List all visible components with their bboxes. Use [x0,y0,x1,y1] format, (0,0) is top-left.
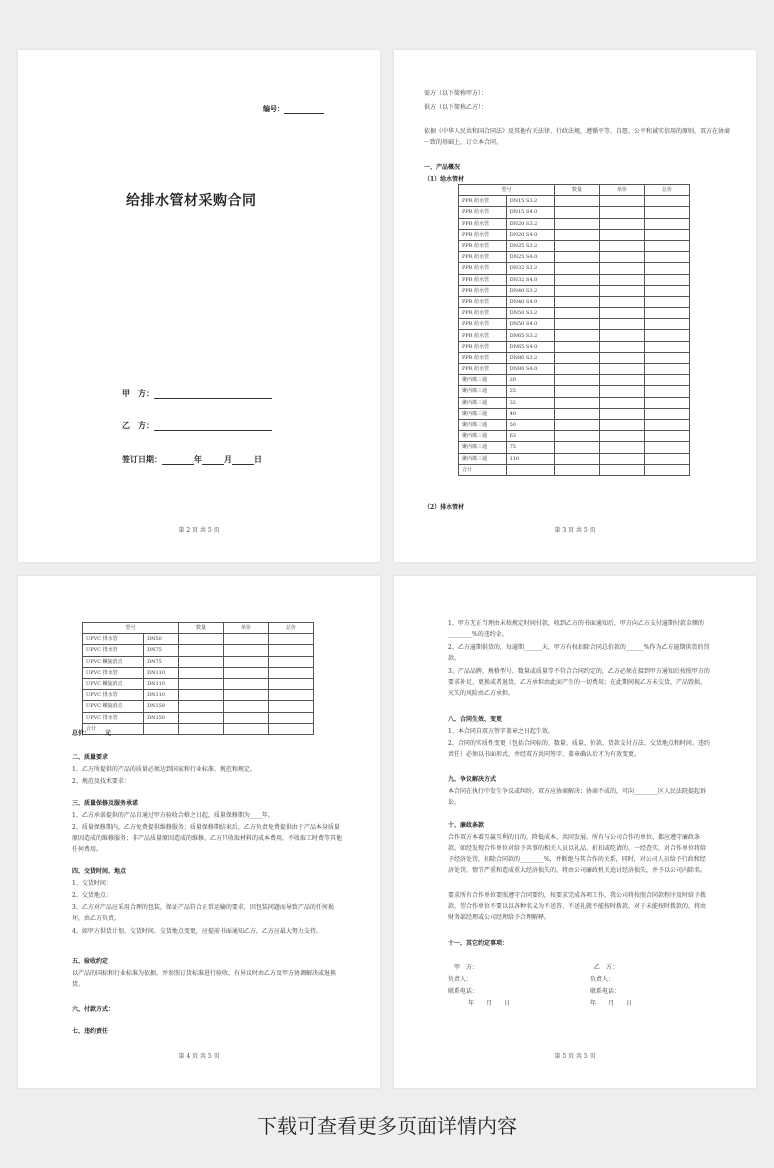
table-cell: DN75 [144,645,179,656]
table-cell: DN150 [144,712,179,723]
table-row [459,397,690,408]
table-cell [645,296,690,307]
table-header-row [83,623,314,634]
table-cell [555,375,600,386]
table-cell: DN15 S4.0 [506,207,554,218]
table-cell [555,442,600,453]
table-cell [269,656,314,667]
table-body [459,196,690,476]
table-cell: PPR 给水管 [459,308,507,319]
section-heading: 十一、其它约定事项： [448,940,509,947]
table-cell: PPR 给水管 [459,196,507,207]
page-footer: 第 2 页 共 5 页 [178,527,220,534]
table-cell: PPR 给水管 [459,207,507,218]
table-cell [269,645,314,656]
table-row [459,263,690,274]
table-cell [555,285,600,296]
table-cell: 63 [506,431,554,442]
signature-party-a: 甲 方： [454,964,479,971]
table-cell [645,442,690,453]
table-cell [555,330,600,341]
signature-responsible-b: 负责人： [590,976,615,983]
contract-page-5 [394,576,756,1088]
table-cell [555,431,600,442]
table-cell [224,723,269,734]
table-cell [555,408,600,419]
paragraph: 2、合同的实质性变更（包括合同标的、数量、质量、价款、货款支付方法、交货地点和时间、违约责任）必须以书面形式，并经双方共同签字、盖章确认后才为有效变更。 [448,740,710,758]
table-cell: DN40 S4.0 [506,296,554,307]
table-cell [224,712,269,723]
table-row [459,308,690,319]
table-cell [600,207,645,218]
table-cell [645,386,690,397]
table-cell: DN40 S3.2 [506,285,554,296]
table-row [83,656,314,667]
contract-number-label: 编号： [263,104,284,113]
page-footer: 第 3 页 共 5 页 [554,527,596,534]
table-cell: PPR 给水管 [459,352,507,363]
paragraph: 合作双方本着互赢互利的目的，降低成本、共同发展。所有与公司合作的单位，都应遵守廉政条款。如经发现合作单位对给予共事的相关人员以礼品、折扣或吃请的，一经查实，对合作单位将给予经济处罚，扣除合同款的________%，并断绝与其合作的关系，同时，对公司人员给予行政和经济处罚，情节严重和造成重大经济损失的，将由公司廉政机关追讨经济损失，并予以公司内除名。 [448,834,707,874]
table-cell [645,419,690,430]
table-cell: DN20 S3.2 [506,218,554,229]
contract-page-cover [18,50,380,562]
table-cell: UPVC 排水管 [83,690,144,701]
table-row [459,330,690,341]
table-cell [600,419,645,430]
table-row [459,408,690,419]
table-header-cell: 数量 [555,185,600,196]
sign-year-line [162,454,194,465]
table-row [83,634,314,645]
table-row [83,701,314,712]
section-heading: 六、付款方式： [72,1006,115,1013]
table-header-cell: 数量 [179,623,224,634]
table-cell [179,645,224,656]
table-cell: 75 [506,442,554,453]
table-cell [269,634,314,645]
section-heading: 四、交货时间、地点 [72,868,127,875]
sign-month-label: 月 [224,454,232,464]
table-row [459,364,690,375]
table-cell [179,678,224,689]
table-cell [600,196,645,207]
table-cell [555,263,600,274]
signature-phone-a: 联系电话： [448,988,479,995]
table-cell [555,252,600,263]
table-cell [555,308,600,319]
table-cell [179,656,224,667]
table-row [83,667,314,678]
paragraph: 本合同在执行中发生争议或纠纷，双方应协商解决；协商不成的，可向________区人民法院提起诉讼。 [448,788,707,806]
table-cell [269,678,314,689]
signature-date-b: 年 月 日 [590,1000,633,1007]
table-cell [224,634,269,645]
table-cell [269,723,314,734]
table-cell [555,319,600,330]
table-row [459,419,690,430]
table-cell [645,308,690,319]
table-cell [600,274,645,285]
table-cell [555,386,600,397]
subsection-heading: （1）给水管材 [424,176,465,183]
table-row [459,229,690,240]
table-row [459,442,690,453]
table-header-cell: 单价 [224,623,269,634]
table-cell: 聚丙烯三通 [459,375,507,386]
table-row [83,645,314,656]
table-cell: DN32 S3.2 [506,263,554,274]
signature-responsible-a: 负责人： [448,976,473,983]
table-cell: 50 [506,419,554,430]
table-cell: UPVC 排水管 [83,634,144,645]
table-cell [600,285,645,296]
table-cell [506,464,554,475]
table-cell [600,308,645,319]
page-footer: 第 4 页 共 5 页 [178,1053,220,1060]
table-cell: DN150 [144,701,179,712]
intro-paragraph: 依据《中华人民共和国合同法》及其他有关法律、行政法规，遵循平等、自愿、公平和诚实信用的原则，双方在协商一致的基础上，订立本合同。 [424,128,731,146]
table-row [459,207,690,218]
table-cell: DN32 S4.0 [506,274,554,285]
table-cell [645,319,690,330]
table-cell: PPR 给水管 [459,319,507,330]
contract-page-3 [18,576,380,1088]
table-header-row [459,185,690,196]
contract-title: 给排水管材采购合同 [126,193,257,209]
table-cell [645,375,690,386]
sign-month-line [202,454,224,465]
table-cell [555,207,600,218]
section-heading: 九、争议解决方式 [448,776,497,783]
table-cell [269,690,314,701]
table-cell: 聚丙烯三通 [459,419,507,430]
party-a-label: 甲 方： [122,388,154,398]
table-row [459,464,690,475]
table-cell [600,352,645,363]
table-cell: PPR 给水管 [459,296,507,307]
table-cell [645,341,690,352]
table-cell [179,667,224,678]
table-cell: DN20 S4.0 [506,229,554,240]
table-cell: PPR 给水管 [459,263,507,274]
sign-date-label: 签订日期： [122,454,162,464]
paragraph: 4、如甲方供货计划、交货时间、交货地点变更，应提前书面通知乙方，乙方应最大努力支持。 [72,928,322,935]
table-cell [600,386,645,397]
table-cell [144,723,179,734]
table-cell [600,296,645,307]
table-cell: DN15 S3.2 [506,196,554,207]
paragraph: 要求所有合作单位要照遵守合同要约，按要求完成各项工作，我公司将按照合同款程序及时给予拨款，望合作单位不要以以各种名义为不送答、不送礼就不能按时拨款，对于未能按时拨款的，将由财务部经理或公司经理给予合理解释。 [448,892,707,921]
table-cell [600,453,645,464]
table-cell: DN25 S4.0 [506,252,554,263]
table-header-cell: 型号 [459,185,555,196]
table-cell: DN25 S3.2 [506,240,554,251]
table-cell [555,296,600,307]
signature-date-a: 年 月 日 [468,1000,511,1007]
buyer-line: 需方（以下简称甲方）： [424,90,488,97]
sign-year-label: 年 [194,454,202,464]
table-cell: PPR 给水管 [459,285,507,296]
table-cell: DN65 S4.0 [506,341,554,352]
table-cell [645,464,690,475]
paragraph: 2、交货地点： [72,892,112,899]
table-cell: DN65 S3.2 [506,330,554,341]
table-cell [224,656,269,667]
table-cell: UPVC 螺旋消音 [83,656,144,667]
party-b-label: 乙 方： [122,420,154,430]
table-cell [600,218,645,229]
table-row [459,431,690,442]
table-cell [600,263,645,274]
table-cell [645,397,690,408]
table-cell [645,330,690,341]
table-cell [600,408,645,419]
table-header-cell: 总价 [269,623,314,634]
table-cell: UPVC 排水管 [83,645,144,656]
section-heading: 七、违约责任 [72,1028,109,1035]
table-cell: 聚丙烯三通 [459,386,507,397]
table-cell [179,690,224,701]
table-cell: 聚丙烯三通 [459,397,507,408]
table-cell [555,419,600,430]
total-price-line: 总价： 元 [72,730,112,737]
table-cell [600,442,645,453]
section-heading: 十、廉政条款 [448,822,485,829]
table-cell: PPR 给水管 [459,330,507,341]
table-cell: 110 [506,453,554,464]
table-cell [555,196,600,207]
paragraph: 3、产品品牌、规格型号、数量或质量等不符合合同约定的，乙方必须在接到甲方通知后按照甲方的要求补足、更换或者退货，乙方承担由此而产生的一切费用；在此期间视乙方未交货，产品毁损、灭失的风险由乙方承担。 [448,668,710,697]
table-cell [645,352,690,363]
table-cell: PPR 给水管 [459,274,507,285]
table-cell [645,218,690,229]
table-row [459,285,690,296]
table-cell [645,240,690,251]
table-cell: PPR 给水管 [459,252,507,263]
page-footer: 第 5 页 共 5 页 [554,1053,596,1060]
party-b-field [122,420,272,431]
table-cell [645,196,690,207]
table-cell: PPR 给水管 [459,364,507,375]
table-cell [224,678,269,689]
table-cell: DN110 [144,667,179,678]
table-cell: UPVC 排水管 [83,712,144,723]
table-cell [179,634,224,645]
table-cell [600,252,645,263]
table-cell: PPR 给水管 [459,218,507,229]
paragraph: 2、规范及技术要求： [72,778,130,785]
table-cell [179,701,224,712]
table-header-cell: 单价 [600,185,645,196]
paragraph: 1、甲方无正当理由未按规定时间付款，收到乙方的书面通知后，甲方向乙方支付逾期付款金额的________%的违约金。 [448,620,704,638]
sign-date-field [122,454,262,465]
signature-phone-b: 联系电话： [590,988,621,995]
table-cell [555,453,600,464]
table-cell [645,408,690,419]
table-cell [600,397,645,408]
contract-page-2 [394,50,756,562]
table-cell [600,464,645,475]
table-row [459,453,690,464]
water-supply-table [458,184,690,476]
party-a-line [154,388,272,399]
table-cell [555,397,600,408]
section-heading: 一、产品概况 [424,164,461,171]
table-cell: 聚丙烯三通 [459,408,507,419]
table-cell [224,701,269,712]
table-cell: DN80 S4.0 [506,364,554,375]
table-cell [179,723,224,734]
table-cell [555,364,600,375]
sign-day-label: 日 [254,454,262,464]
table-cell: 合计 [459,464,507,475]
party-b-line [154,420,272,431]
table-cell [224,690,269,701]
contract-number-line [284,105,324,114]
table-cell: 合计 [83,723,144,734]
paragraph: 2、质量保修期内，乙方免费提供维修服务；质量保修期结束后，乙方负责免费提供由于产品本身质量原因造成的维修服务；非产品质量原因造成的维修，乙方只收取材料的成本费用，不收取工时费等其他任何费用。 [72,824,343,853]
table-row [459,252,690,263]
table-cell [269,667,314,678]
table-cell [645,431,690,442]
table-cell [600,375,645,386]
table-cell [179,712,224,723]
paragraph: 1、乙方所提供的产品的质量必须达到国家和行业标准、规范和规定。 [72,766,256,773]
section-heading: 二、质量要求 [72,754,109,761]
table-row [459,341,690,352]
table-cell [555,352,600,363]
table-cell [645,263,690,274]
table-cell [645,252,690,263]
section-heading: 五、验收约定 [72,958,109,965]
table-cell [645,364,690,375]
table-cell: PPR 给水管 [459,240,507,251]
table-cell: DN75 [144,656,179,667]
table-row [459,196,690,207]
table-cell [269,701,314,712]
table-cell [269,712,314,723]
table-cell: 25 [506,386,554,397]
table-row [459,240,690,251]
party-a-field [122,388,272,399]
table-header-cell: 型号 [83,623,179,634]
signature-party-b: 乙 方： [594,964,619,971]
section-heading: 三、质量保修及服务承诺 [72,800,139,807]
contract-number-field [263,104,324,114]
table-cell [600,330,645,341]
table-cell [600,364,645,375]
paragraph: 1、交货时间： [72,880,112,887]
table-cell [645,453,690,464]
table-row [83,690,314,701]
table-cell [224,645,269,656]
table-cell [555,464,600,475]
paragraph: 2、乙方逾期供货的，每逾期______天，甲方有权扣除合同总价款的______%作为乙方逾期供货的罚款。 [448,644,710,662]
table-cell: DN110 [144,678,179,689]
table-cell: 聚丙烯三通 [459,442,507,453]
table-cell [645,285,690,296]
table-row [83,678,314,689]
table-cell [600,240,645,251]
table-cell: UPVC 排水管 [83,667,144,678]
section-heading: 八、合同生效、变更 [448,716,503,723]
table-cell [600,319,645,330]
table-cell [555,218,600,229]
table-row [459,352,690,363]
paragraph: 1、乙方承诺提供的产品自通过甲方验收合格之日起，质量保修期为____年。 [72,812,274,819]
table-cell: DN110 [144,690,179,701]
table-body [83,634,314,735]
table-row [83,723,314,734]
table-cell: DN80 S3.2 [506,352,554,363]
paragraph: 3、乙方对产品应采用合理的包装，保证产品符合正常运输的要求，因包装问题而导致产品的任何损坏，由乙方负责。 [72,904,334,922]
download-caption: 下载可查看更多页面详情内容 [257,1114,517,1138]
table-row [459,386,690,397]
table-cell [555,240,600,251]
table-cell: UPVC 螺旋消音 [83,701,144,712]
table-row [459,375,690,386]
table-row [83,712,314,723]
table-cell [555,274,600,285]
table-cell: 聚丙烯三通 [459,453,507,464]
table-cell: 聚丙烯三通 [459,431,507,442]
table-cell: DN50 S3.2 [506,308,554,319]
table-row [459,218,690,229]
seller-line: 供方（以下简称乙方）： [424,104,488,111]
table-cell: PPR 给水管 [459,341,507,352]
table-row [459,296,690,307]
table-cell: 32 [506,397,554,408]
table-cell [555,341,600,352]
table-cell [600,431,645,442]
paragraph: 以产品的国标和行业标准为依据，并参照订货标准进行验收，有异议时由乙方及甲方协调解决或退换货。 [72,970,337,988]
table-cell: DN50 [144,634,179,645]
table-cell [645,207,690,218]
drainage-table [82,622,314,735]
table-cell: DN50 S4.0 [506,319,554,330]
table-cell [555,229,600,240]
sign-day-line [232,454,254,465]
subsection-heading: （2）排水管材 [424,504,465,511]
table-cell: UPVC 螺旋消音 [83,678,144,689]
table-cell: PPR 给水管 [459,229,507,240]
table-row [459,319,690,330]
table-cell [600,341,645,352]
table-cell [224,667,269,678]
table-cell: 20 [506,375,554,386]
table-row [459,274,690,285]
table-cell [600,229,645,240]
table-cell: 40 [506,408,554,419]
table-cell [645,229,690,240]
table-cell [645,274,690,285]
table-header-cell: 总价 [645,185,690,196]
paragraph: 1、本合同自双方签字盖章之日起生效。 [448,728,554,735]
